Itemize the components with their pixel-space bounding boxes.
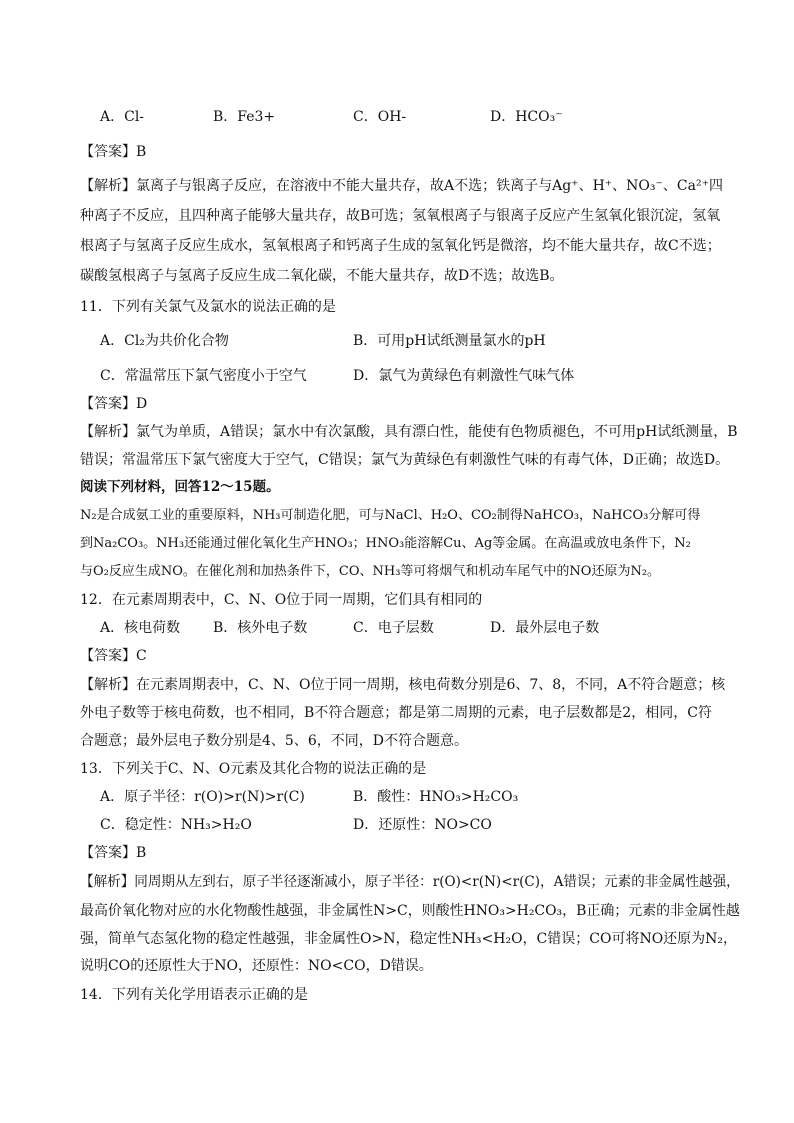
q10-option-d: D．HCO₃⁻ xyxy=(490,109,563,125)
q12-option-a: A．核电荷数 xyxy=(100,620,181,636)
q10-analysis-line: 碳酸氢根离子与氢离子反应生成二氧化碳，不能大量共存，故D不选；故选B。 xyxy=(80,268,564,284)
q12-option-b: B．核外电子数 xyxy=(213,620,308,636)
q11-option-c: C．常温常压下氯气密度小于空气 xyxy=(100,368,307,384)
q11-answer: 【答案】D xyxy=(80,396,148,412)
q13-analysis-line: 最高价氧化物对应的水化物酸性越强，非金属性N>C，则酸性HNO₃>H₂CO₃，B正确；元素的非金属性越 xyxy=(80,903,740,919)
q13-analysis-line: 【解析】同周期从左到右，原子半径逐渐减小，原子半径：r(O)<r(N)<r(C)，A错误；元素的非金属性越强， xyxy=(80,874,740,890)
reading-line: N₂是合成氨工业的重要原料，NH₃可制造化肥，可与NaCl、H₂O、CO₂制得NaHCO₃，NaHCO₃分解可得 xyxy=(80,508,701,523)
q10-analysis-line: 根离子与氢离子反应生成水，氢氧根离子和钙离子生成的氢氧化钙是微溶，均不能大量共存，故C不选； xyxy=(80,238,721,254)
q11-option-a: A．Cl₂为共价化合物 xyxy=(100,333,229,349)
q13-analysis-line: 说明CO的还原性大于NO，还原性：NO<CO，D错误。 xyxy=(80,958,433,974)
q11-analysis-line: 【解析】氯气为单质，A错误；氯水中有次氯酸，具有漂白性，能使有色物质褪色，不可用pH试纸测量，B xyxy=(80,424,738,440)
q12-analysis-line: 合题意；最外层电子数分别是4、5、6，不同，D不符合题意。 xyxy=(80,733,468,749)
q13-option-c: C．稳定性：NH₃>H₂O xyxy=(100,817,252,833)
reading-line: 与O₂反应生成NO。在催化剂和加热条件下，CO、NH₃等可将烟气和机动车尾气中的NO还原为N₂。 xyxy=(80,564,661,579)
reading-title: 阅读下列材料，回答12～15题。 xyxy=(80,479,280,495)
q10-analysis-line: 【解析】氯离子与银离子反应，在溶液中不能大量共存，故A不选；铁离子与Ag⁺、H⁺、NO₃⁻、Ca²⁺四 xyxy=(80,178,723,194)
q12-option-c: C．电子层数 xyxy=(353,620,434,636)
reading-line: 到Na₂CO₃。NH₃还能通过催化氧化生产HNO₃；HNO₃能溶解Cu、Ag等金属。在高温或放电条件下，N₂ xyxy=(80,536,691,551)
q13-stem: 13．下列关于C、N、O元素及其化合物的说法正确的是 xyxy=(80,761,427,777)
q12-stem: 12．在元素周期表中，C、N、O位于同一周期，它们具有相同的 xyxy=(80,592,483,608)
q10-option-c: C．OH- xyxy=(353,109,407,125)
q10-analysis-line: 种离子不反应，且四种离子能够大量共存，故B可选；氢氧根离子与银离子反应产生氢氧化银沉淀，氢氧 xyxy=(80,208,721,224)
q14-stem: 14．下列有关化学用语表示正确的是 xyxy=(80,987,308,1003)
q12-answer: 【答案】C xyxy=(80,648,147,664)
q10-option-a: A．Cl- xyxy=(100,109,145,125)
q13-option-d: D．还原性：NO>CO xyxy=(353,817,492,833)
q12-option-d: D．最外层电子数 xyxy=(490,620,600,636)
q11-stem: 11．下列有关氯气及氯水的说法正确的是 xyxy=(80,299,336,315)
q11-analysis-line: 错误；常温常压下氯气密度大于空气，C错误；氯气为黄绿色有刺激性气味的有毒气体，D正确；故选D。 xyxy=(80,452,730,468)
q10-answer: 【答案】B xyxy=(80,144,147,160)
q11-option-b: B．可用pH试纸测量氯水的pH xyxy=(353,333,546,349)
q13-option-a: A．原子半径：r(O)>r(N)>r(C) xyxy=(100,789,305,805)
q13-analysis-line: 强，简单气态氢化物的稳定性越强，非金属性O>N，稳定性NH₃<H₂O，C错误；CO可将NO还原为N₂， xyxy=(80,931,738,947)
q11-option-d: D．氯气为黄绿色有刺激性气味气体 xyxy=(353,368,575,384)
q12-analysis-line: 外电子数等于核电荷数，也不相同，B不符合题意；都是第二周期的元素，电子层数都是2，相同，C符 xyxy=(80,705,712,721)
q13-answer: 【答案】B xyxy=(80,845,147,861)
q10-option-b: B．Fe3+ xyxy=(213,109,276,125)
q13-option-b: B．酸性：HNO₃>H₂CO₃ xyxy=(353,789,519,805)
q12-analysis-line: 【解析】在元素周期表中，C、N、O位于同一周期，核电荷数分别是6、7、8，不同，A不符合题意；核 xyxy=(80,677,726,693)
